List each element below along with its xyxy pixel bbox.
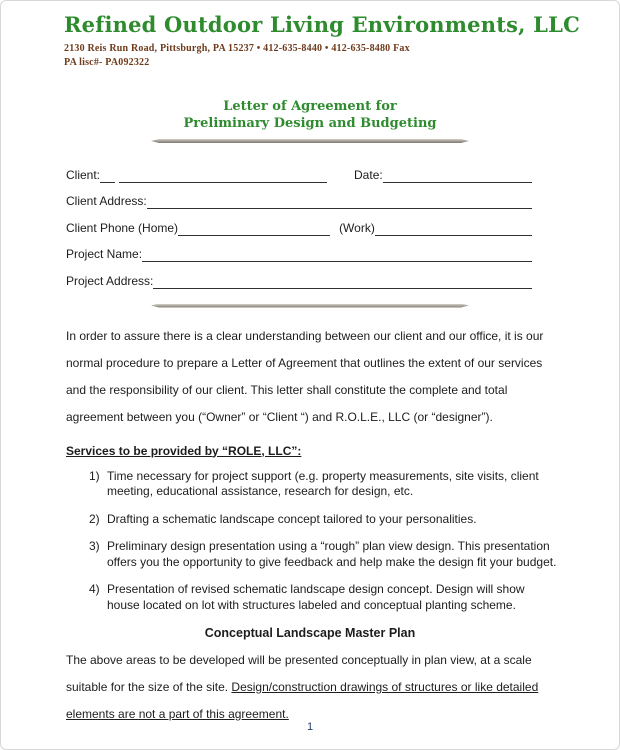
project-name-blank-line: [142, 248, 532, 262]
form-row-client-date: [66, 156, 532, 183]
service-item-3: [89, 539, 559, 570]
client-address-blank-line: [147, 195, 532, 209]
letterhead: [1, 1, 619, 70]
home-phone-blank-line: [178, 222, 330, 236]
client-phone-work-label: (Work): [339, 220, 375, 235]
document-title-line2: Preliminary Design and Budgeting: [183, 116, 437, 131]
master-plan-heading: Conceptual Landscape Master Plan: [204, 626, 416, 640]
date-blank-line: [383, 169, 532, 183]
client-blank-short: [100, 169, 115, 183]
intro-paragraph: In order to assure there is a clear understanding between our client and our office, it is our normal procedure to prepare a Letter of Agreement that outlines the extent of our services and the responsibility of our client. This letter shall constitute the complete and total agreement between you (“Owner” or “Client “) and R.O.L.E., LLC (or “designer”).: [66, 328, 544, 424]
project-address-blank-line: [153, 275, 532, 289]
service-item-number: 1): [89, 468, 100, 483]
closing-text-underlined: Design/construction drawings of structures or like detailed elements are not a part of this agreement.: [66, 680, 539, 721]
service-item-number: 3): [89, 539, 100, 553]
project-name-label: Project Name:: [66, 247, 143, 261]
project-address-label: Project Address:: [66, 273, 154, 288]
service-item-text: Preliminary design presentation using a “rough” plan view design. This presentation offers you the opportunity to give feedback and help make the design fit your budget.: [107, 539, 557, 569]
date-label: Date:: [354, 167, 383, 182]
page-number: 1: [306, 721, 314, 733]
horizontal-divider-top: [151, 139, 469, 143]
document-title-line1: Letter of Agreement for: [223, 99, 397, 114]
horizontal-divider-middle: [151, 304, 469, 308]
company-name: Refined Outdoor Living Environments, LLC: [64, 12, 580, 37]
client-address-label: Client Address:: [66, 194, 147, 208]
document-title: [1, 98, 619, 132]
service-item-1: [89, 469, 559, 500]
form-row-client-address: [66, 183, 532, 210]
service-item-text: Drafting a schematic landscape concept tailored to your personalities.: [107, 511, 477, 526]
client-blank-line: [119, 169, 327, 183]
form-row-project-address: [66, 262, 532, 289]
form-row-client-phone: [66, 209, 532, 236]
company-license: PA lisc#- PA092322: [64, 57, 150, 68]
services-heading: Services to be provided by “ROLE, LLC”:: [66, 443, 302, 458]
work-phone-blank-line: [375, 222, 532, 236]
company-address: 2130 Reis Run Road, Pittsburgh, PA 15237 • 412-635-8440 • 412-635-8480 Fax: [64, 43, 410, 54]
service-item-text: Time necessary for project support (e.g. property measurements, site visits, client meeting, educational assistance, research for design, etc.: [107, 468, 539, 498]
client-phone-home-label: Client Phone (Home): [66, 220, 179, 235]
service-item-4: [89, 582, 559, 613]
client-info-form: [66, 156, 532, 289]
closing-text-normal: The above areas to be developed will be presented conceptually in plan view, at a scale suitable for the size of the site.: [66, 653, 532, 694]
closing-paragraph: [66, 647, 561, 728]
service-item-number: 2): [89, 511, 100, 526]
services-list: [89, 469, 559, 614]
service-item-number: 4): [89, 582, 100, 596]
form-row-project-name: [66, 236, 532, 263]
client-label: Client:: [66, 167, 101, 182]
service-item-2: [89, 512, 559, 528]
service-item-text: Presentation of revised schematic landscape design concept. Design will show house located on lot with structures labeled and conceptual planting scheme.: [107, 582, 525, 612]
